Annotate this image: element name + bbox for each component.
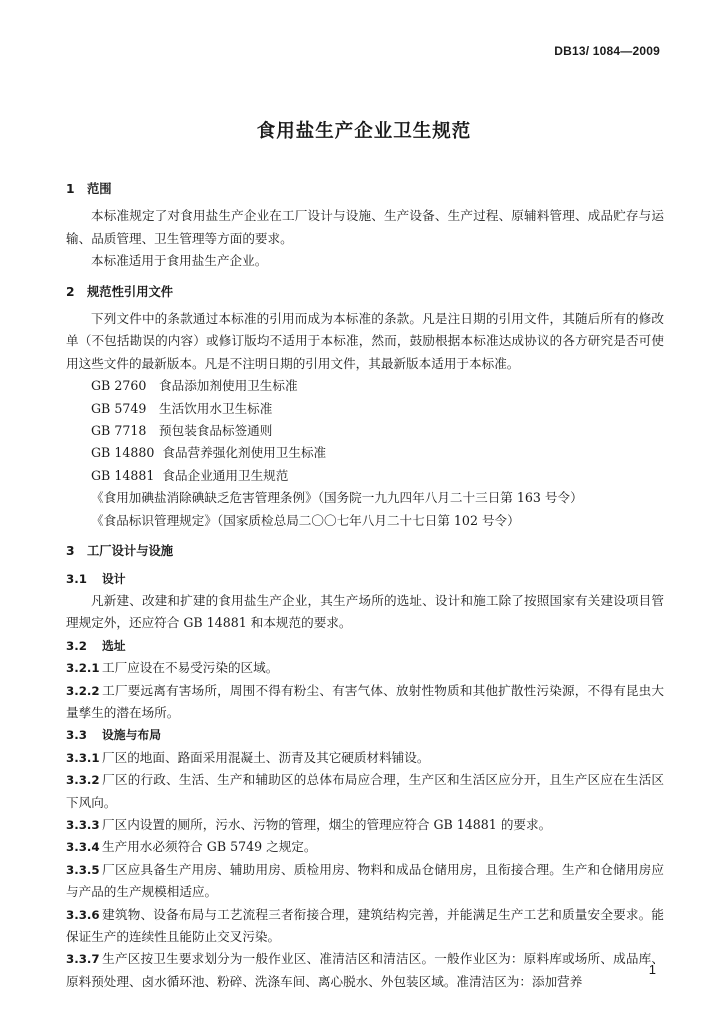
page-title: 食用盐生产企业卫生规范 — [256, 121, 472, 142]
reference-item: GB 2760 食品添加剂使用卫生标准 — [91, 378, 298, 394]
clause: 3.2.1 工厂应设在不易受污染的区域。 — [66, 660, 279, 676]
reference-item: GB 7718 预包装食品标签通则 — [91, 423, 273, 439]
section-heading: 3 工厂设计与设施 — [66, 544, 174, 559]
clause: 3.3.2 厂区的行政、生活、生产和辅助区的总体布局应合理，生产区和生活区应分开，且生产区应在生活区下风向。 — [66, 772, 664, 810]
page-number: 1 — [648, 962, 656, 977]
paragraph: 下列文件中的条款通过本标准的引用而成为本标准的条款。凡是注日期的引用文件，其随后所有的修改单（不包括勘误的内容）或修订版均不适用于本标准，然而，鼓励根据本标准达成协议的各方研究是否可使用这些文件的最新版本。凡是不注明日期的引用文件，其最新版本适用于本标准。 — [66, 311, 664, 371]
section-heading: 2 规范性引用文件 — [66, 284, 174, 299]
clause: 3.3.1 厂区的地面、路面采用混凝土、沥青及其它硬质材料铺设。 — [66, 749, 430, 765]
reference-item: GB 5749 生活饮用水卫生标准 — [91, 400, 273, 416]
clause: 3.2.2 工厂要远离有害场所，周围不得有粉尘、有害气体、放射性物质和其他扩散性污染源，不得有昆虫大量孳生的潜在场所。 — [66, 682, 664, 720]
regulation-item: 《食品标识管理规定》（国家质检总局二〇〇七年八月二十七日第 102 号令） — [91, 512, 520, 528]
document-number: DB13/ 1084—2009 — [554, 44, 660, 58]
section-heading: 1 范围 — [66, 182, 112, 196]
reference-item: GB 14881 食品企业通用卫生规范 — [91, 467, 289, 483]
clause: 3.3.4 生产用水必须符合 GB 5749 之规定。 — [66, 839, 317, 855]
paragraph: 本标准适用于食用盐生产企业。 — [91, 253, 268, 269]
clause: 3.3.7 生产区按卫生要求划分为一般作业区、准清洁区和清洁区。一般作业区为：原料库或场所、成品库、原料预处理、卤水循环池、粉碎、洗涤车间、离心脱水、外包装区域。准清洁区为：添加营养 — [66, 951, 664, 989]
subsection-heading: 3.1 设计 — [66, 571, 126, 586]
clause: 3.3.5 厂区应具备生产用房、辅助用房、质检用房、物料和成品仓储用房，且衔接合理。生产和仓储用房应与产品的生产规模相适应。 — [66, 861, 664, 900]
regulation-item: 《食用加碘盐消除碘缺乏危害管理条例》（国务院一九九四年八月二十三日第 163 号令） — [91, 490, 583, 506]
paragraph: 凡新建、改建和扩建的食用盐生产企业，其生产场所的选址、设计和施工除了按照国家有关建设项目管理规定外，还应符合 GB 14881 和本规范的要求。 — [66, 592, 664, 631]
paragraph: 本标准规定了对食用盐生产企业在工厂设计与设施、生产设备、生产过程、原辅料管理、成品贮存与运输、品质管理、卫生管理等方面的要求。 — [66, 208, 664, 246]
clause: 3.3.3 厂区内设置的厕所，污水、污物的管理，烟尘的管理应符合 GB 14881 的要求。 — [66, 816, 552, 832]
subsection-heading: 3.2 选址 — [66, 638, 126, 653]
reference-item: GB 14880 食品营养强化剂使用卫生标准 — [91, 445, 327, 461]
subsection-heading: 3.3 设施与布局 — [66, 728, 161, 743]
document-body — [66, 178, 664, 993]
clause: 3.3.6 建筑物、设备布局与工艺流程三者衔接合理，建筑结构完善，并能满足生产工艺和质量安全要求。能保证生产的连续性且能防止交叉污染。 — [66, 906, 664, 944]
